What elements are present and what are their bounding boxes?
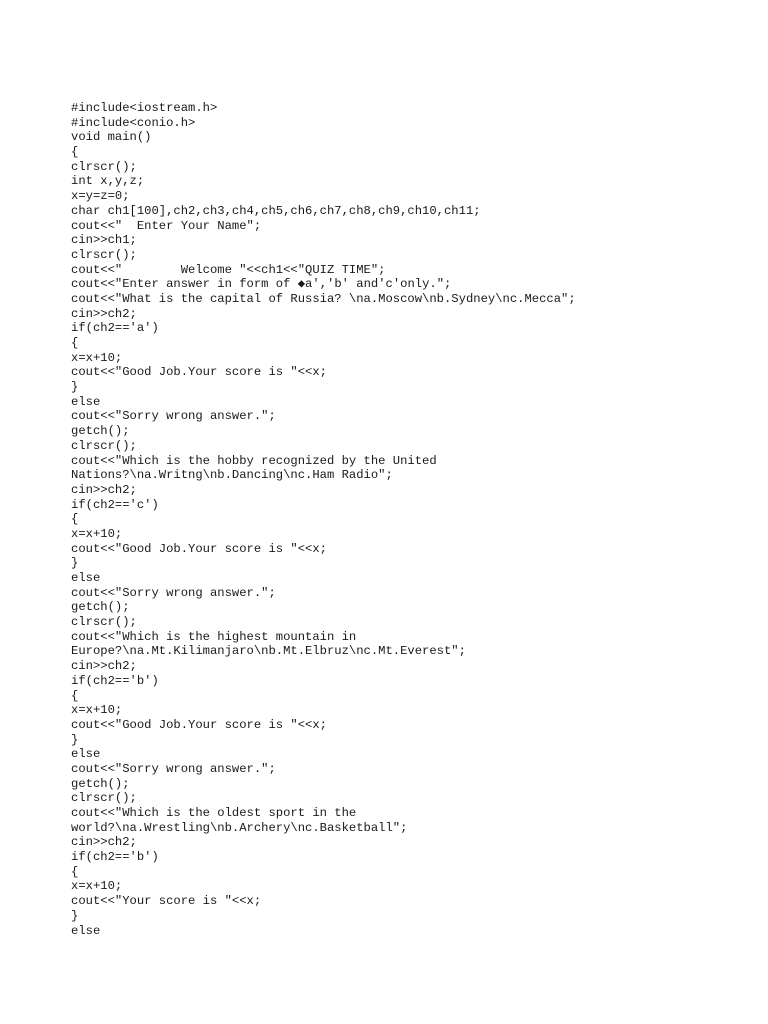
code-line: cout<<"Which is the hobby recognized by the United: [71, 453, 437, 468]
code-line: x=x+10;: [71, 526, 123, 541]
code-line: }: [71, 556, 79, 571]
code-line: {: [71, 688, 79, 703]
code-line: {: [71, 336, 79, 350]
code-line: cin>>ch2;: [71, 835, 137, 850]
code-line: clrscr();: [71, 247, 137, 262]
code-line: cout<<"Good Job.Your score is "<<x;: [71, 365, 327, 380]
code-line: #include<conio.h>: [71, 115, 196, 130]
code-line: Europe?\na.Mt.Kilimanjaro\nb.Mt.Elbruz\nc.Mt.Everest";: [71, 644, 466, 659]
code-line: getch();: [71, 776, 130, 791]
code-line: cout<<"Good Job.Your score is "<<x;: [71, 717, 327, 732]
code-line: int x,y,z;: [71, 174, 145, 189]
code-line: else: [71, 394, 101, 409]
code-line: if(ch2=='b'): [71, 850, 159, 865]
code-line: clrscr();: [71, 791, 137, 806]
code-line: cout<<"Good Job.Your score is "<<x;: [71, 541, 327, 556]
code-line: else: [71, 747, 101, 762]
code-line: cout<<"Sorry wrong answer.";: [71, 409, 276, 424]
code-line: cout<<"Which is the oldest sport in the: [71, 806, 357, 820]
code-line: cout<<"What is the capital of Russia? \na.Moscow\nb.Sydney\nc.Mecca";: [71, 291, 576, 306]
code-line: getch();: [71, 424, 130, 439]
code-line: void main(): [71, 130, 152, 145]
code-line: cin>>ch1;: [71, 233, 137, 248]
source-code-listing: [71, 101, 576, 938]
code-line: #include<iostream.h>: [71, 101, 218, 115]
code-line: world?\na.Wrestling\nb.Archery\nc.Basketball";: [71, 820, 408, 835]
code-line: cout<<"Sorry wrong answer.";: [71, 585, 276, 600]
code-line: Nations?\na.Writng\nb.Dancing\nc.Ham Radio";: [71, 468, 393, 483]
code-line: {: [71, 512, 79, 527]
code-line: clrscr();: [71, 159, 137, 174]
code-line: if(ch2=='b'): [71, 673, 159, 688]
code-line: else: [71, 923, 101, 938]
code-line: x=x+10;: [71, 879, 123, 894]
code-line: cout<<" Welcome "<<ch1<<"QUIZ TIME";: [71, 262, 386, 277]
code-line: clrscr();: [71, 615, 137, 630]
code-line: if(ch2=='c'): [71, 497, 159, 512]
code-line: getch();: [71, 600, 130, 615]
code-line: cout<<"Enter answer in form of ◆a','b' and'c'only.";: [71, 277, 452, 292]
code-line: x=x+10;: [71, 350, 123, 365]
code-line: cout<<"Which is the highest mountain in: [71, 629, 357, 644]
code-line: {: [71, 145, 79, 160]
code-line: cout<<" Enter Your Name";: [71, 218, 262, 233]
code-line: cout<<"Sorry wrong answer.";: [71, 761, 276, 776]
code-line: x=x+10;: [71, 703, 123, 718]
code-line: if(ch2=='a'): [71, 321, 159, 336]
code-line: }: [71, 380, 79, 395]
code-line: x=y=z=0;: [71, 189, 130, 204]
code-line: }: [71, 908, 79, 923]
code-line: {: [71, 864, 79, 879]
code-line: else: [71, 571, 101, 585]
code-line: cin>>ch2;: [71, 659, 137, 674]
code-line: cin>>ch2;: [71, 306, 137, 321]
code-line: cin>>ch2;: [71, 482, 137, 497]
code-line: clrscr();: [71, 438, 137, 453]
code-line: }: [71, 732, 79, 747]
code-line: char ch1[100],ch2,ch3,ch4,ch5,ch6,ch7,ch8,ch9,ch10,ch11;: [71, 203, 481, 218]
code-line: cout<<"Your score is "<<x;: [71, 894, 262, 909]
